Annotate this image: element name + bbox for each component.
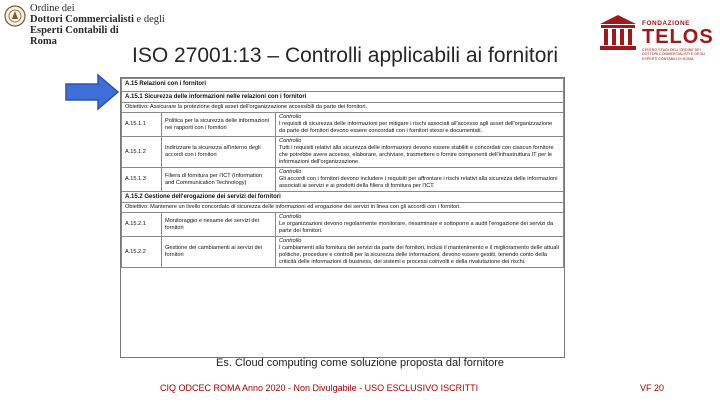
control-text: Tutti i requisiti relativi alla sicurezza delle informazioni devono essere stabiliti e concordati con ciascun fornitore che potrebbe avere accesso, elaborare, archiviare, trasmettere o fornire componenti dell'infrastruttura IT per le informazioni dell'organizzazione. [279,145,554,165]
slide-caption: Es. Cloud computing come soluzione proposta dal fornitore [216,357,504,369]
control-name: Gestione dei cambiamenti ai servizi dei fornitori [162,237,276,268]
logo-line4: Roma [30,36,57,47]
control-label: Controllo [279,169,302,175]
control-name: Filiera di fornitura per l'ICT (Information and Communication Technology) [162,168,276,192]
logo-telos: TELOS [642,26,714,48]
control-code: A.15.1.2 [122,137,162,168]
logo-line2b: e degli [133,14,165,25]
control-text: Le organizzazioni devono regolarmente monitorare, riesaminare e sottoporre a audit l'erogazione dei servizi da parte dei fornitori. [279,221,554,234]
control-label: Controllo [279,138,302,144]
table-objective-1: Obiettivo: Assicurare la protezione degli asset dell'organizzazione accessibili da parte dei fornitori. [122,103,564,113]
table-section-title: A.15 Relazioni con i fornitori [122,79,564,92]
page-number: VF 20 [640,383,665,393]
logo-fondazione: FONDAZIONE [642,20,690,27]
slide-title: ISO 27001:13 – Controlli applicabili ai fornitori [132,44,559,67]
seal-icon [4,5,26,27]
logo-line2: Dottori Commercialisti [30,14,134,25]
arrow-right-icon [64,72,120,112]
controls-table [120,77,565,358]
control-text: I cambiamenti alla fornitura dei servizi da parte dei fornitori, inclusi il mantenimento e il miglioramento delle attuali politiche, procedure e controlli per la sicurezza delle informazioni, devono essere gestiti, tenendo conto della criticità delle informazioni di business, dei sistemi e processi coinvolti e della rivalutazione dei rischi. [279,245,559,265]
control-label: Controllo [279,214,302,220]
table-subsection-1: A.15.1 Sicurezza delle informazioni nelle relazioni con i fornitori [122,92,564,103]
temple-icon [596,12,640,52]
logo-subtitle: CENTRO STUDI DELL'ORDINE DEI DOTTORI COMMERCIALISTI E DEGLI ESPERTI CONTABILI DI ROMA [642,48,706,61]
odcec-logo [4,3,165,63]
control-label: Controllo [279,114,302,120]
control-text: I requisiti di sicurezza delle informazioni per mitigare i rischi associati all'accesso agli asset dell'organizzazione da parte dei fornitori devono essere concordati con i fornitori stessi e documentati. [279,121,553,134]
control-code: A.15.2.1 [122,213,162,237]
telos-logo [596,6,720,66]
control-name: Politica per la sicurezza delle informazioni nei rapporti con i fornitori [162,113,276,137]
control-text: Gli accordi con i fornitori devono includere i requisiti per affrontare i rischi relativi alla sicurezza delle informazioni associati ai servizi e ai prodotti della filiera di fornitura per l'ICT. [279,176,558,189]
table-row [122,237,564,268]
control-code: A.15.1.1 [122,113,162,137]
table-subsection-2: A.15.2 Gestione dell'erogazione dei servizi dei fornitori [122,192,564,203]
table-row [122,213,564,237]
control-code: A.15.2.2 [122,237,162,268]
table-row [122,113,564,137]
control-name: Indirizzare la sicurezza all'interno degli accordi con i fornitori [162,137,276,168]
table-objective-2: Obiettivo: Mantenere un livello concordato di sicurezza delle informazioni ed erogazione dei servizi in linea con gli accordi con i fornitori. [122,203,564,213]
table-row [122,168,564,192]
control-code: A.15.1.3 [122,168,162,192]
table-row [122,137,564,168]
logo-line3: Esperti Contabili di [30,25,119,36]
control-name: Monitoraggio e riesame dei servizi dei fornitori [162,213,276,237]
control-label: Controllo [279,238,302,244]
logo-line1: Ordine dei [30,3,75,14]
slide-footer: CIQ ODCEC ROMA Anno 2020 - Non Divulgabile - USO ESCLUSIVO ISCRITTI [160,383,479,393]
